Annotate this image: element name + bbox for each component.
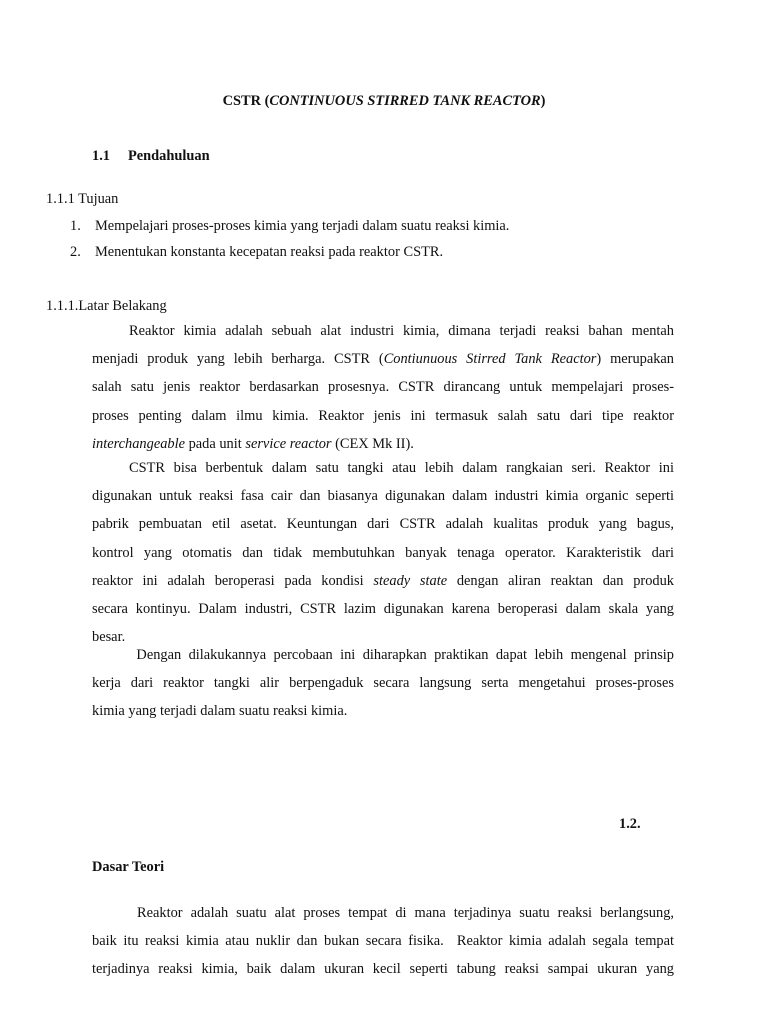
section-1-2-title: Dasar Teori (92, 859, 165, 875)
text-line: kimia yang terjadi dalam suatu reaksi kimia. (92, 703, 348, 720)
text-run: pada unit (184, 435, 246, 452)
text-line: salah satu jenis reaktor berdasarkan prosesnya. CSTR dirancang untuk mempelajari proses- (92, 379, 674, 396)
text-run-italic: Contiunuous Stirred Tank Reactor (383, 351, 597, 368)
text-line: kontrol yang otomatis dan tidak membutuhkan banyak tenaga operator. Karakteristik dari (92, 544, 674, 561)
title-prefix: CSTR ( (222, 93, 270, 109)
tujuan-heading: 1.1.1 Tujuan (46, 191, 119, 207)
list-item-text: Menentukan konstanta kecepatan reaksi pada reaktor CSTR. (95, 244, 444, 260)
dasar-teori-paragraph (92, 899, 674, 984)
text-line: kerja dari reaktor tangki alir berpengaduk secara langsung serta mengetahui proses-proses (92, 675, 674, 692)
list-item-number: 1. (70, 218, 81, 234)
section-1-1-title: Pendahuluan (128, 148, 210, 164)
list-item-number: 2. (70, 244, 81, 260)
latar-paragraph-1 (92, 317, 674, 458)
text-line: Reaktor adalah suatu alat proses tempat di mana terjadinya suatu reaksi berlangsung, (129, 905, 674, 921)
text-run: menjadi produk yang lebih berharga. CSTR ( (92, 351, 384, 368)
text-run-italic: steady state (373, 572, 448, 589)
section-1-1-number: 1.1 (92, 148, 110, 164)
latar-heading: 1.1.1.Latar Belakang (46, 298, 167, 314)
text-line (92, 345, 674, 373)
text-line: Dengan dilakukannya percobaan ini diharapkan praktikan dapat lebih mengenal prinsip (129, 647, 674, 663)
text-line: CSTR bisa berbentuk dalam satu tangki atau lebih dalam rangkaian seri. Reaktor ini (129, 460, 674, 476)
latar-paragraph-3 (92, 641, 674, 726)
text-line: pabrik pembuatan etil asetat. Keuntungan dari CSTR adalah kualitas produk yang bagus, (92, 516, 674, 533)
text-line: besar. (92, 629, 126, 646)
text-line (92, 567, 674, 595)
section-1-2-number: 1.2. (619, 816, 641, 832)
page-title (0, 93, 768, 110)
title-suffix: ) (540, 93, 546, 109)
text-run-italic: interchangeable (92, 435, 185, 452)
text-line: proses penting dalam ilmu kimia. Reaktor jenis ini termasuk salah satu dari tipe reaktor (92, 407, 674, 424)
text-line: baik itu reaksi kimia atau nuklir dan bukan secara fisika. Reaktor kimia adalah segala tempat (92, 933, 674, 950)
text-line: Reaktor kimia adalah sebuah alat industri kimia, dimana terjadi reaksi bahan mentah (129, 323, 674, 339)
latar-paragraph-2 (92, 454, 674, 651)
text-run: reaktor ini adalah beroperasi pada kondisi (92, 572, 374, 589)
text-run: (CEX Mk II). (331, 435, 414, 452)
text-run: ) merupakan (596, 351, 675, 368)
text-line: digunakan untuk reaksi fasa cair dan biasanya digunakan dalam industri kimia organic seperti (92, 488, 674, 505)
title-italic: CONTINUOUS STIRRED TANK REACTOR (269, 93, 541, 109)
list-item-text: Mempelajari proses-proses kimia yang terjadi dalam suatu reaksi kimia. (95, 218, 510, 234)
text-run: dengan aliran reaktan dan produk (447, 572, 674, 589)
text-line: terjadinya reaksi kimia, baik dalam ukuran kecil seperti tabung reaksi sampai ukuran yang (92, 961, 674, 978)
text-line: secara kontinyu. Dalam industri, CSTR lazim digunakan karena beroperasi dalam skala yang (92, 601, 674, 618)
text-run-italic: service reactor (245, 435, 332, 452)
